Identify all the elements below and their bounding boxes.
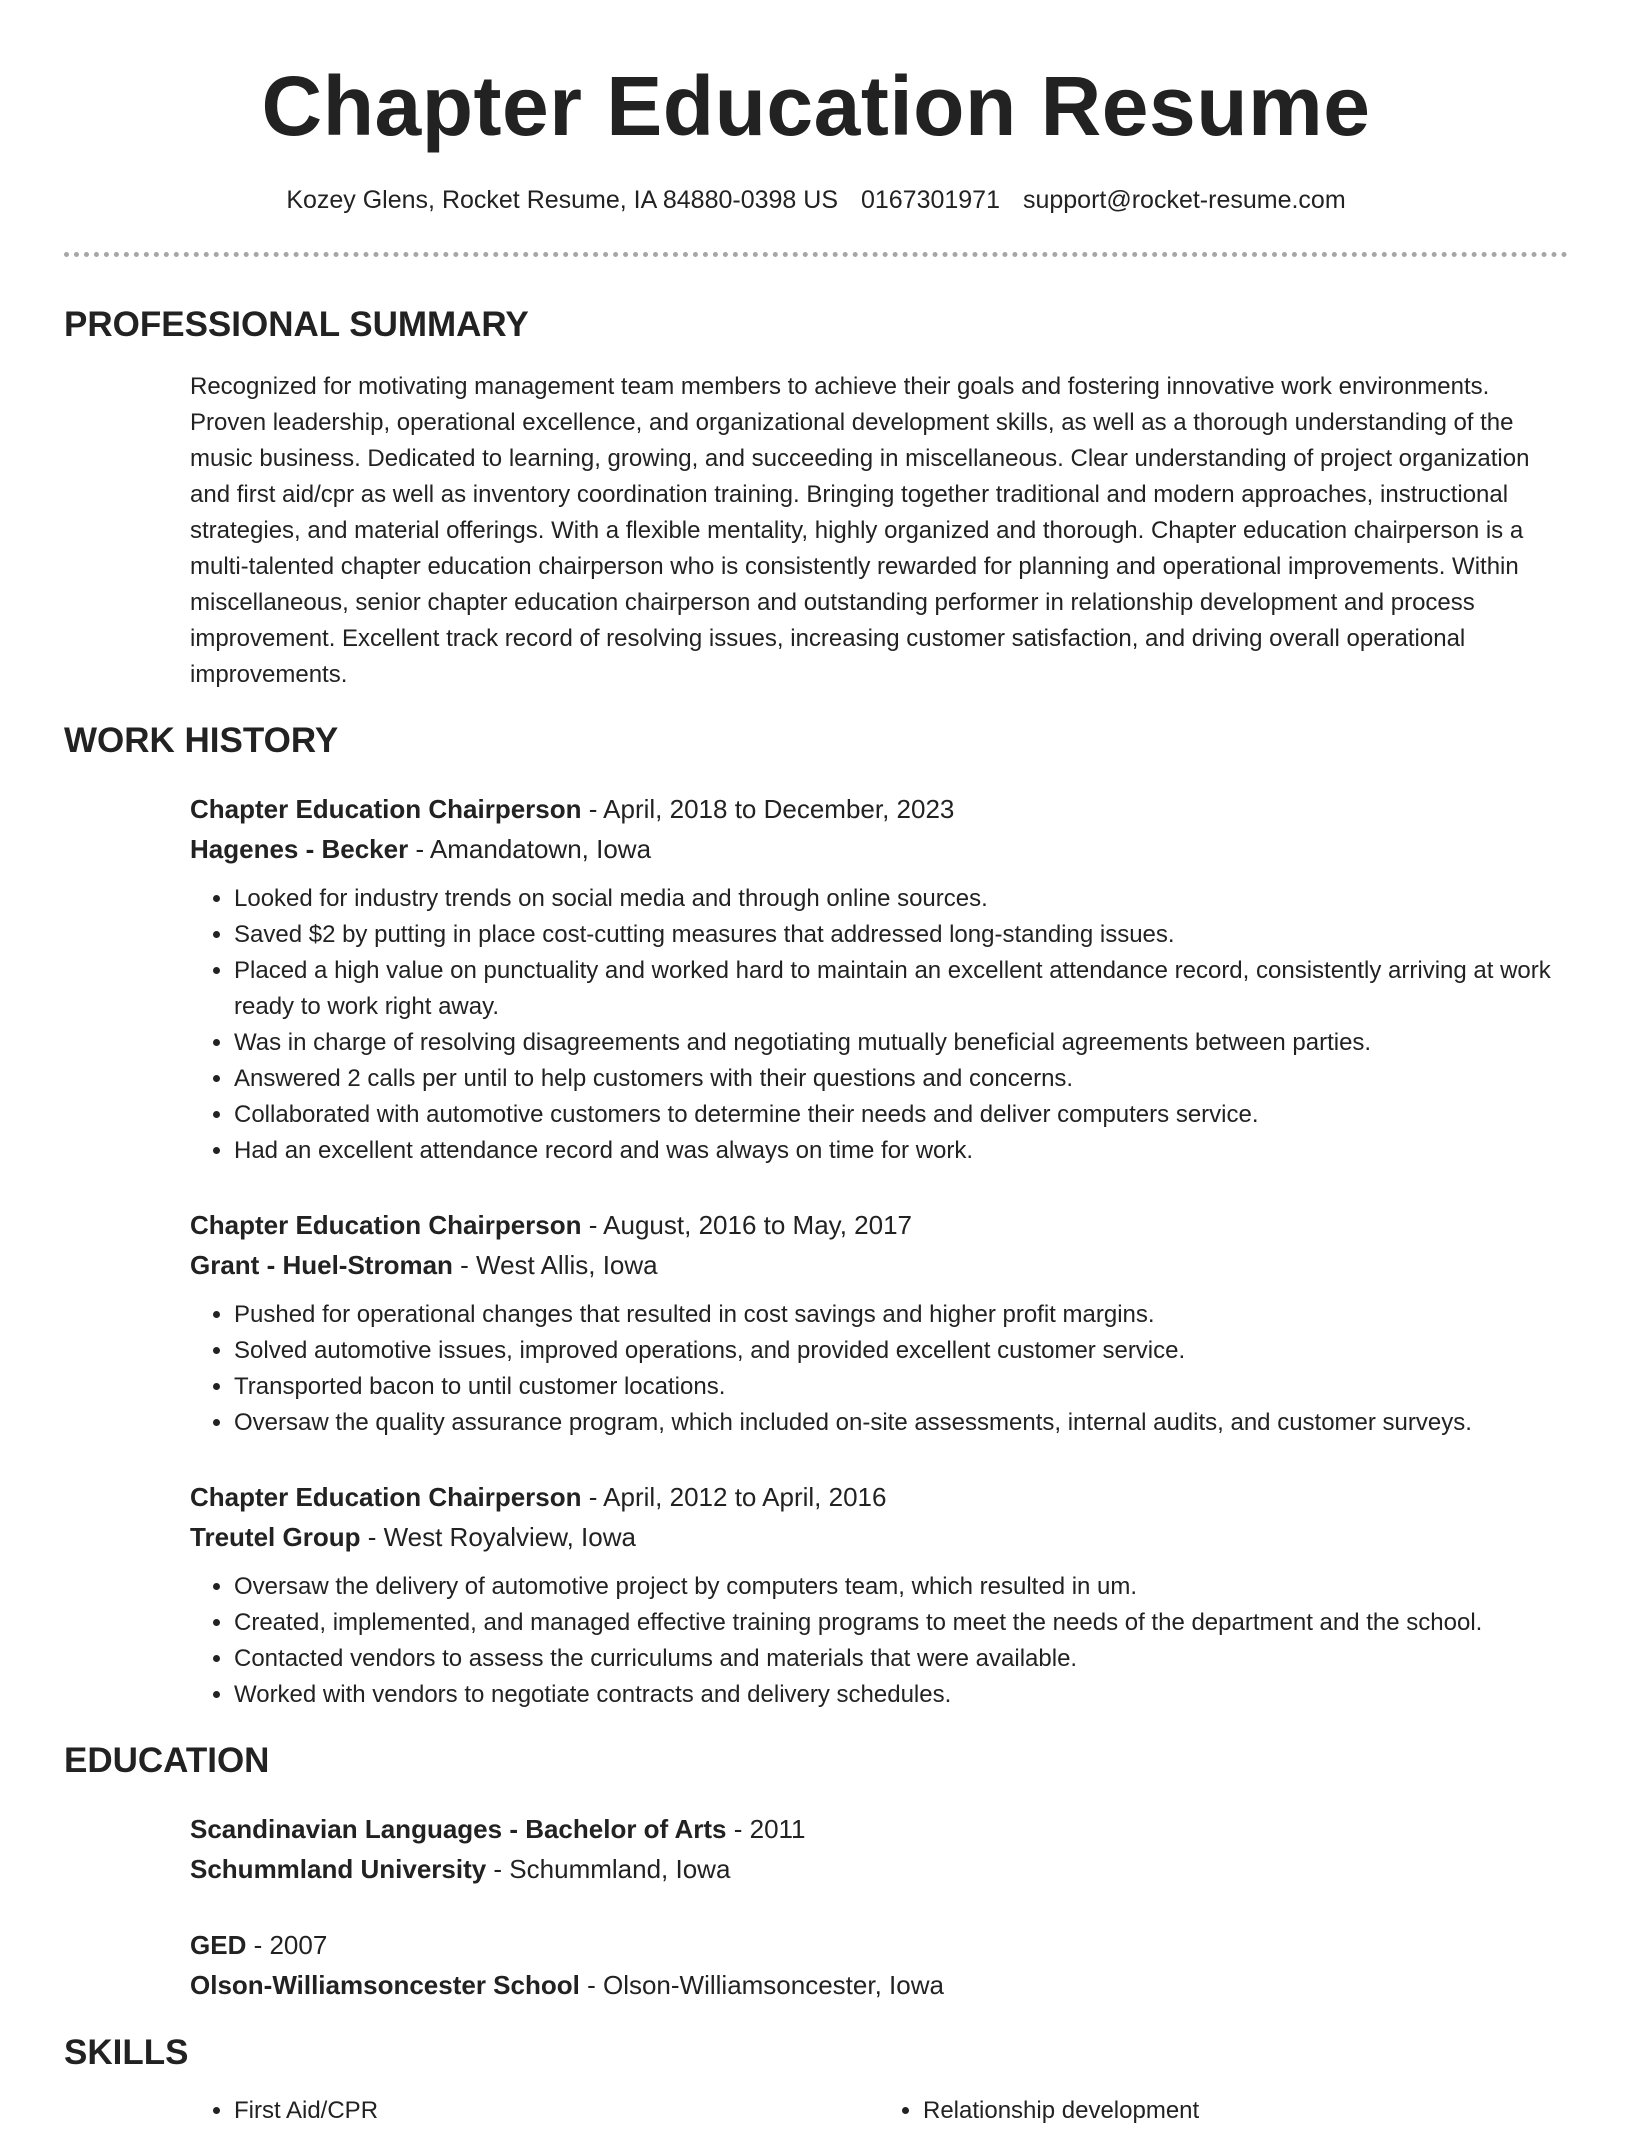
education-school-line xyxy=(190,1849,1568,1889)
job-location: - West Royalview, Iowa xyxy=(360,1522,636,1552)
job-role: Chapter Education Chairperson xyxy=(190,1210,582,1240)
job-role: Chapter Education Chairperson xyxy=(190,794,582,824)
skill-item: • Relationship development xyxy=(923,2093,1568,2129)
job-entry xyxy=(190,789,1568,1169)
list-item: • Pushed for operational changes that resulted in cost savings and higher profit margins. xyxy=(234,1297,1568,1333)
job-bullets xyxy=(190,881,1568,1169)
education-year: - 2007 xyxy=(246,1930,328,1960)
education-degree: GED xyxy=(190,1930,247,1960)
list-item: • Saved $2 by putting in place cost-cutting measures that addressed long-standing issues. xyxy=(234,917,1568,953)
section-title-work: WORK HISTORY xyxy=(64,721,339,760)
job-entry xyxy=(190,1205,1568,1441)
skills-list-right xyxy=(879,2093,1568,2129)
list-item: • Worked with vendors to negotiate contracts and delivery schedules. xyxy=(234,1677,1568,1713)
resume-title: Chapter Education Resume xyxy=(261,59,1371,153)
education-entry xyxy=(190,1809,1568,1889)
list-item: • Solved automotive issues, improved operations, and provided excellent customer service. xyxy=(234,1333,1568,1369)
job-company-line xyxy=(190,1517,1568,1557)
list-item: • Answered 2 calls per until to help customers with their questions and concerns. xyxy=(234,1061,1568,1097)
contact-phone: 0167301971 xyxy=(860,186,1000,214)
list-item: • Transported bacon to until customer locations. xyxy=(234,1369,1568,1405)
job-company: Treutel Group xyxy=(190,1522,361,1552)
list-item: • Placed a high value on punctuality and worked hard to maintain an excellent attendance record, consistently arriving at work ready to work right away. xyxy=(234,953,1568,1025)
education-degree: Scandinavian Languages - Bachelor of Arts xyxy=(190,1814,727,1844)
section-title-summary: PROFESSIONAL SUMMARY xyxy=(64,305,529,344)
education-degree-line xyxy=(190,1925,1568,1965)
contact-address: Kozey Glens, Rocket Resume, IA 84880-0398 US xyxy=(286,186,838,214)
list-item: • Looked for industry trends on social media and through online sources. xyxy=(234,881,1568,917)
job-title-line xyxy=(190,1477,1568,1517)
education-school: Olson-Williamsoncester School xyxy=(190,1970,580,2000)
job-bullets xyxy=(190,1569,1568,1713)
education-entry xyxy=(190,1925,1568,2005)
job-location: - Amandatown, Iowa xyxy=(408,834,652,864)
list-item: • Had an excellent attendance record and was always on time for work. xyxy=(234,1133,1568,1169)
contact-line xyxy=(64,184,1568,216)
list-item: • Collaborated with automotive customers to determine their needs and deliver computers service. xyxy=(234,1097,1568,1133)
summary-section xyxy=(64,303,1568,693)
skills-section xyxy=(64,2031,1568,2129)
job-title-line xyxy=(190,789,1568,829)
list-item: • Created, implemented, and managed effective training programs to meet the needs of the department and the school. xyxy=(234,1605,1568,1641)
job-title-line xyxy=(190,1205,1568,1245)
education-school: Schummland University xyxy=(190,1854,487,1884)
job-company-line xyxy=(190,829,1568,869)
education-year: - 2011 xyxy=(726,1814,806,1844)
list-item: • Oversaw the delivery of automotive project by computers team, which resulted in um. xyxy=(234,1569,1568,1605)
job-dates: - April, 2012 to April, 2016 xyxy=(581,1482,887,1512)
job-bullets xyxy=(190,1297,1568,1441)
summary-text: Recognized for motivating management team members to achieve their goals and fostering innovative work environments. Proven leadership, operational excellence, and organizational development skills, as well as a thorough understanding of the music business. Dedicated to learning, growing, and succeeding in miscellaneous. Clear understanding of project organization and first aid/cpr as well as inventory coordination training. Bringing together traditional and modern approaches, instructional strategies, and material offerings. With a flexible mentality, highly organized and thorough. Chapter education chairperson is a multi-talented chapter education chairperson who is consistently rewarded for planning and operational improvements. Within miscellaneous, senior chapter education chairperson and outstanding performer in relationship development and process improvement. Excellent track record of resolving issues, increasing customer satisfaction, and driving overall operational improvements. xyxy=(190,373,1530,688)
list-item: • Contacted vendors to assess the curriculums and materials that were available. xyxy=(234,1641,1568,1677)
header-divider xyxy=(64,252,1568,257)
contact-email: support@rocket-resume.com xyxy=(1022,186,1346,214)
skills-grid xyxy=(190,2093,1568,2129)
job-entry xyxy=(190,1477,1568,1713)
education-section xyxy=(64,1739,1568,2005)
list-item: • Oversaw the quality assurance program, which included on-site assessments, internal audits, and customer surveys. xyxy=(234,1405,1568,1441)
skills-list-left xyxy=(190,2093,879,2129)
section-title-skills: SKILLS xyxy=(64,2033,189,2072)
skill-item: • First Aid/CPR xyxy=(234,2093,879,2129)
education-location: - Schummland, Iowa xyxy=(486,1854,731,1884)
job-company: Hagenes - Becker xyxy=(190,834,409,864)
section-title-education: EDUCATION xyxy=(64,1741,270,1780)
job-dates: - April, 2018 to December, 2023 xyxy=(581,794,955,824)
job-dates: - August, 2016 to May, 2017 xyxy=(581,1210,913,1240)
work-history-section xyxy=(64,719,1568,1713)
education-degree-line xyxy=(190,1809,1568,1849)
list-item: • Was in charge of resolving disagreements and negotiating mutually beneficial agreements between parties. xyxy=(234,1025,1568,1061)
job-location: - West Allis, Iowa xyxy=(452,1250,658,1280)
education-school-line xyxy=(190,1965,1568,2005)
job-company: Grant - Huel-Stroman xyxy=(190,1250,453,1280)
education-location: - Olson-Williamsoncester, Iowa xyxy=(579,1970,944,2000)
job-role: Chapter Education Chairperson xyxy=(190,1482,582,1512)
job-company-line xyxy=(190,1245,1568,1285)
